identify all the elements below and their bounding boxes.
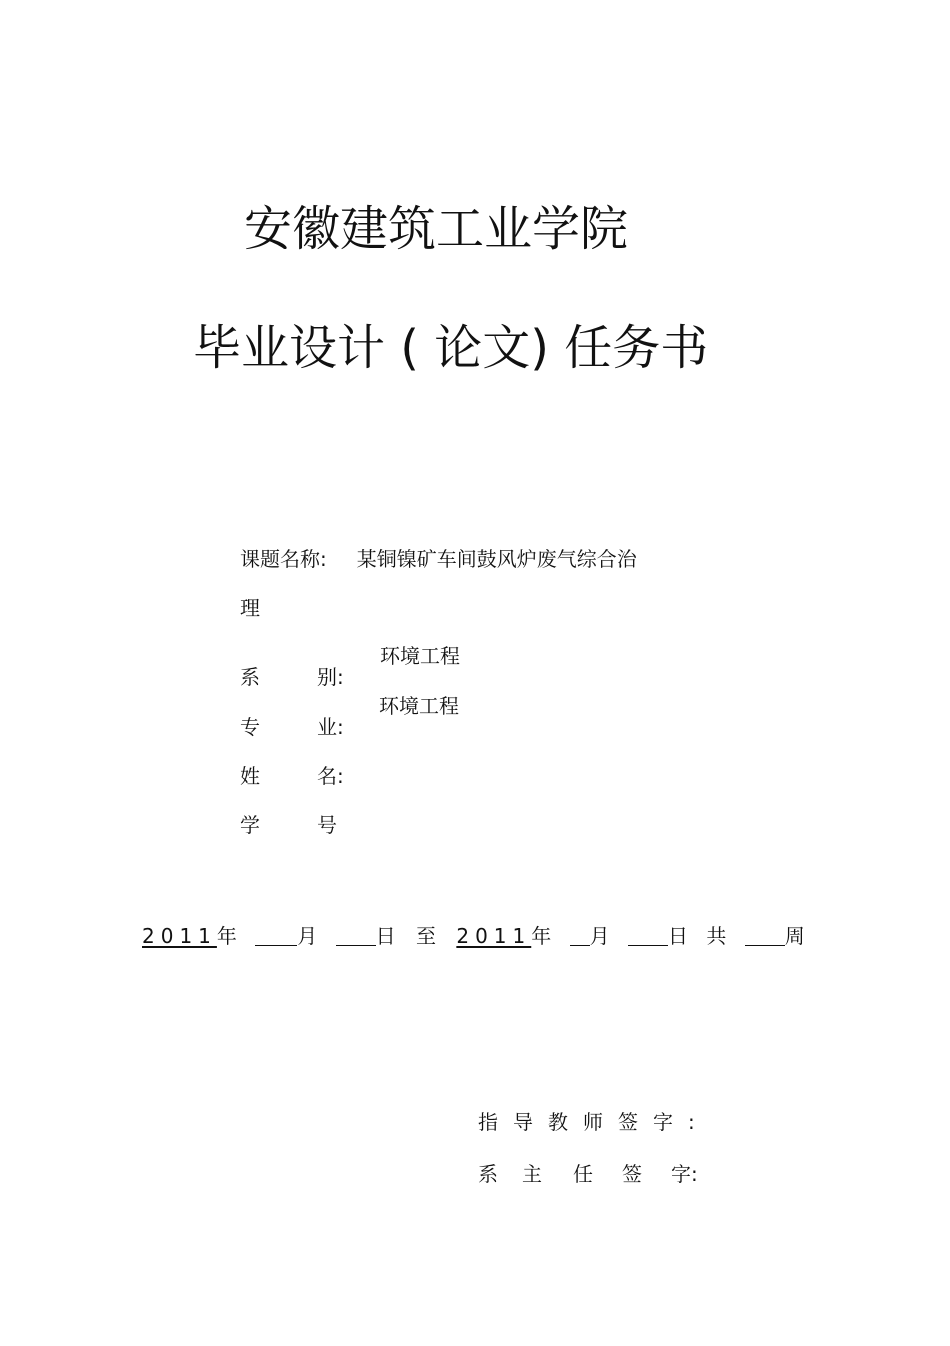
weeks-blank (745, 923, 785, 946)
month-char-1: 月 (297, 924, 318, 948)
topic-row (240, 545, 637, 573)
student-id-row (240, 790, 350, 837)
institution-title: 安徽建筑工业学院 (244, 201, 629, 257)
day-char-2: 日 (667, 924, 688, 948)
end-day-blank (628, 923, 668, 946)
major-label-char-2: 业: (317, 715, 344, 739)
name-label-char-1: 姓 (240, 764, 260, 788)
month-char-2: 月 (589, 924, 610, 948)
end-year: 2011 (456, 924, 532, 948)
week-char: 周 (784, 924, 805, 948)
start-month-blank (255, 923, 297, 946)
total-char: 共 (706, 924, 727, 948)
year-char-1: 年 (216, 924, 237, 948)
dept-head-char-3: 任 (573, 1162, 593, 1186)
year-char-2: 年 (531, 924, 552, 948)
major-row (240, 692, 459, 739)
start-year: 2011 (142, 924, 217, 948)
sid-label-char-2: 号 (317, 813, 337, 837)
day-char-1: 日 (375, 924, 396, 948)
major-label-char-1: 专 (240, 715, 260, 739)
topic-label: 课题名称: (240, 547, 327, 571)
major-value: 环境工程 (379, 694, 459, 718)
dept-head-char-5: 字: (671, 1162, 698, 1186)
sid-label-char-1: 学 (240, 813, 260, 837)
dept-head-char-1: 系 (478, 1162, 498, 1186)
date-range-line (142, 921, 805, 951)
name-label-char-2: 名: (317, 764, 344, 788)
department-label-char-2: 别: (317, 665, 344, 689)
end-month-blank (570, 923, 590, 946)
dept-head-char-2: 主 (522, 1162, 542, 1186)
document-title: 毕业设计 ( 论文) 任务书 (193, 320, 709, 376)
dept-head-char-4: 签 (622, 1162, 642, 1186)
department-row (240, 642, 460, 689)
start-day-blank (336, 923, 376, 946)
topic-value-continued: 理 (240, 596, 260, 620)
to-char: 至 (415, 924, 436, 948)
advisor-signature-label: 指导教师签字: (478, 1110, 710, 1134)
topic-value: 某铜镍矿车间鼓风炉废气综合治 (356, 547, 637, 571)
student-name-row (240, 741, 350, 788)
department-label-char-1: 系 (240, 665, 260, 689)
department-value: 环境工程 (380, 644, 460, 668)
